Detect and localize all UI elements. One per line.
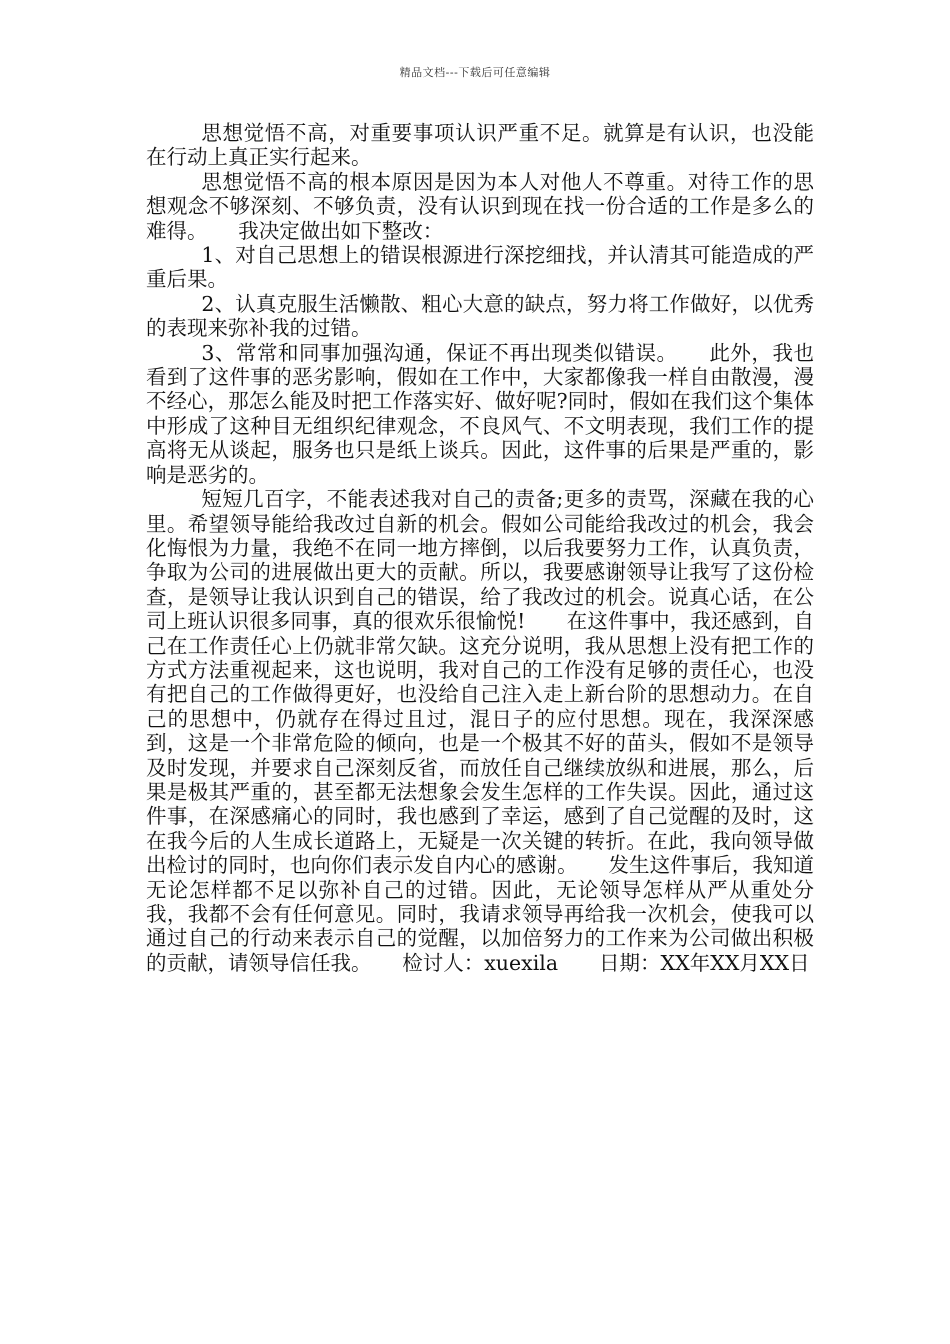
paragraph-1: 思想觉悟不高，对重要事项认识严重不足。就算是有认识，也没能在行动上真正实行起来。 (146, 121, 814, 170)
paragraph-4: 2、认真克服生活懒散、粗心大意的缺点，努力将工作做好，以优秀的表现来弥补我的过错。 (146, 291, 814, 341)
page-header: 精品文档---下载后可任意编辑 (399, 66, 551, 79)
paragraph-6: 短短几百字，不能表述我对自己的责备;更多的责骂，深藏在我的心里。希望领导能给我改过自新的机会。假如公司能给我改过的机会，我会化悔恨为力量，我绝不在同一地方摔倒，以后我要努力工作，认真负责，争取为公司的进展做出更大的贡献。所以，我要感谢领导让我写了这份检查，是领导让我认识到自己的错误，给了我改过的机会。说真心话，在公司上班认识很多同事，真的很欢乐很愉悦! 在这件事中，我还感到，自己在工作责任心上仍就非常欠缺。这充分说明，我从思想上没有把工作的方式方法重视起来，这也说明，我对自己的工作没有足够的责任心，也没有把自己的工作做得更好，也没给自己注入走上新台阶的思想动力。在自己的思想中，仍就存在得过且过，混日子的应付思想。现在，我深深感到，这是一个非常危险的倾向，也是一个极其不好的苗头，假如不是领导及时发现，并要求自己深刻反省，而放任自己继续放纵和进展，那么，后果是极其严重的，甚至都无法想象会发生怎样的工作失误。因此，通过这件事，在深感痛心的同时，我也感到了幸运，感到了自己觉醒的及时，这在我今后的人生成长道路上，无疑是一次关键的转折。在此，我向领导做出检讨的同时，也向你们表示发自内心的感谢。 发生这件事后，我知道无论怎样都不足以弥补自己的过错。因此，无论领导怎样从严从重处分我，我都不会有任何意见。同时，我请求领导再给我一次机会，使我可以通过自己的行动来表示自己的觉醒，以加倍努力的工作来为公司做出积极的贡献，请领导信任我。 检讨人：xuexila 日期：XX年XX月XX日 (146, 487, 814, 975)
document-body (146, 121, 814, 975)
paragraph-3: 1、对自己思想上的错误根源进行深挖细找，并认清其可能造成的严重后果。 (146, 243, 814, 292)
paragraph-5: 3、常常和同事加强沟通，保证不再出现类似错误。 此外，我也看到了这件事的恶劣影响，假如在工作中，大家都像我一样自由散漫，漫不经心，那怎么能及时把工作落实好、做好呢?同时，假如在我们这个集体中形成了这种目无组织纪律观念，不良风气、不文明表现，我们工作的提高将无从谈起，服务也只是纸上谈兵。因此，这件事的后果是严重的，影响是恶劣的。 (146, 340, 814, 487)
paragraph-2: 思想觉悟不高的根本原因是因为本人对他人不尊重。对待工作的思想观念不够深刻、不够负责，没有认识到现在找一份合适的工作是多么的难得。 我决定做出如下整改： (146, 169, 814, 243)
